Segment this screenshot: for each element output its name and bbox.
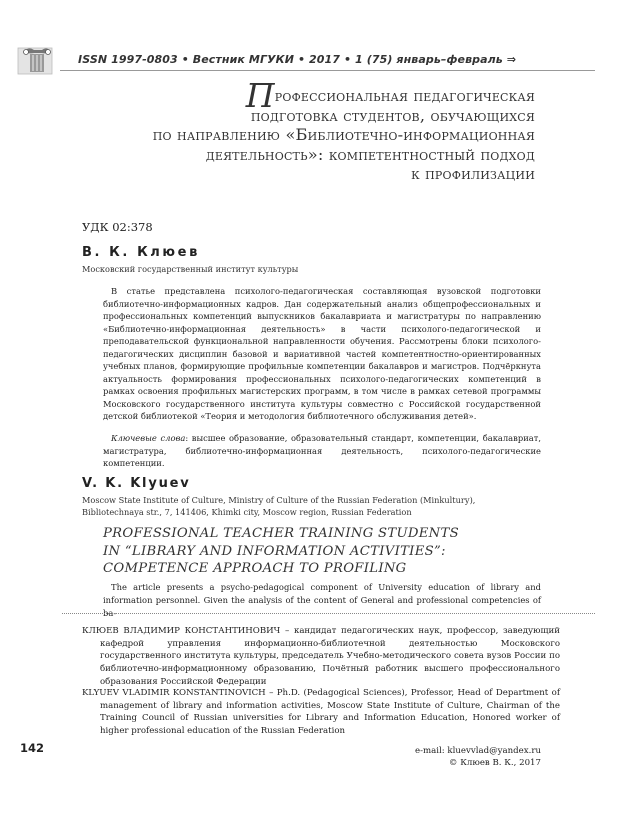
title-en-line-2: IN “LIBRARY AND INFORMATION ACTIVITIES”: xyxy=(103,543,446,559)
article-title xyxy=(55,76,535,184)
title-line-5: к профилизации xyxy=(411,164,535,183)
abstract-ru: В статье представлена психолого-педагогическая составляющая вузовской подготовки библиотечно-информационных кадров. Дан содержательный анализ общепрофессиональных и профессиональных компетенций выпускников бакалавриата и магистратуры по направлению «Библиотечно-информационная деятельность» в части психолого-педагогической и преподавательской функциональной направленности обучения. Рассмотрены блоки психолого-педагогических дисциплин базовой и вариативной частей компетентностно-ориентированных учебных планов, формирующие профильные компетенции бакалавров и магистров. Подчёркнута актуальность формирования профессиональных психолого-педагогических компетенций в рамках освоения профильных магистерских программ, в том числе в рамках сетевой программы Московского государственного института культуры совместно с Российской государственной детской библиотекой «Теория и методология библиотечного обслуживания детей». xyxy=(103,286,541,422)
keywords-list-ru: : высшее образование, образовательный стандарт, компетенции, бакалавриат, магистратура, библиотечно-информационная деятельность, психолого-педагогические компетенции. xyxy=(103,433,541,469)
title-line-2: подготовка студентов, обучающихся xyxy=(250,105,535,125)
column-capital-icon xyxy=(16,38,56,78)
copyright: © Клюев В. К., 2017 xyxy=(448,758,541,768)
title-line-1: рофессиональная педагогическая xyxy=(274,86,535,105)
author-bio-ru: КЛЮЕВ ВЛАДИМИР КОНСТАНТИНОВИЧ – кандидат педагогических наук, профессор, заведующий кафедрой управления информационно-библиотечной деятельностью Московского государственного института культуры, председатель Учебно-методического совета вузов России по библиотечно-информационному образованию, Почётный работник высшего профессионального образования Российской Федерации xyxy=(82,626,560,687)
title-en-line-3: COMPETENCE APPROACH TO PROFILING xyxy=(103,561,407,576)
author-name-en: V. K. Klyuev xyxy=(82,476,191,491)
institution-en-line-1: Moscow State Institute of Culture, Ministry of Culture of the Russian Federation (Minkulturу), xyxy=(82,495,476,505)
keywords-label-ru: Ключевые слова xyxy=(111,433,186,443)
keywords-ru xyxy=(103,432,541,470)
article-title-en xyxy=(103,525,543,578)
author-email[interactable]: e-mail: kluevvlad@yandex.ru xyxy=(415,746,541,756)
institution-ru: Московский государственный институт культуры xyxy=(82,264,299,274)
title-en-line-1: PROFESSIONAL TEACHER TRAINING STUDENTS xyxy=(103,526,459,541)
footnote-divider xyxy=(62,613,595,614)
udk-code: УДК 02:378 xyxy=(82,220,153,234)
abstract-en: The article presents a psycho-pedagogical component of University education of library and information personnel. Given the analysis of the content of General and professional competencies of ba- xyxy=(103,582,541,618)
title-line-4: деятельность»: компетентностный подход xyxy=(205,144,535,164)
author-bio-en: KLYUEV VLADIMIR KONSTANTINOVICH – Ph.D. (Pedagogical Sciences), Professor, Head of Department of management of library and information activities, Moscow State Institute of Culture, Chairman of the Training Council of Russian universities for Library and Information Education, Honored worker of higher professional education of the Russian Federation xyxy=(82,688,560,737)
journal-header: ISSN 1997-0803 • Вестник МГУКИ • 2017 • 1 (75) январь–февраль ⇒ xyxy=(78,53,517,66)
page-number: 142 xyxy=(20,741,45,755)
author-name-ru: В. К. Клюев xyxy=(82,245,200,260)
institution-en xyxy=(82,494,542,518)
institution-en-line-2: Bibliotechnaya str., 7, 141406, Khimki city, Moscow region, Russian Federation xyxy=(82,507,412,517)
title-line-3: по направлению «Библиотечно-информационная xyxy=(152,125,535,144)
header-rule xyxy=(60,70,595,71)
title-initial: П xyxy=(245,76,275,115)
